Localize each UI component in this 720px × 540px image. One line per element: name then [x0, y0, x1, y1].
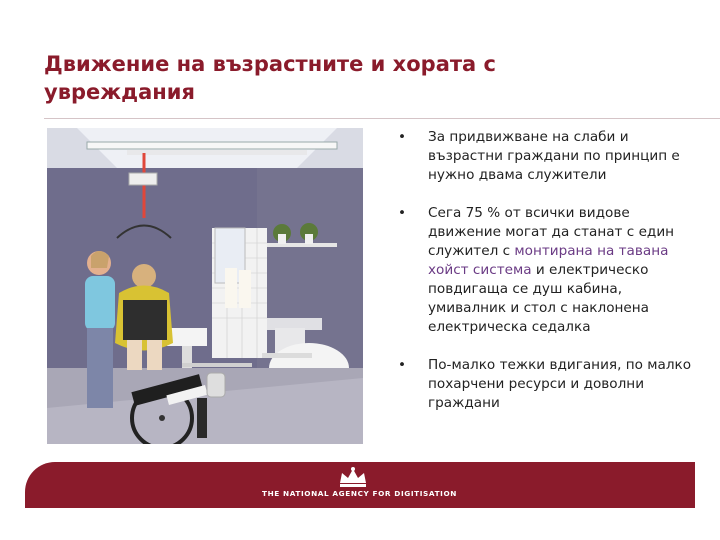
bullet-text: По-малко тежки вдигания, по малко похарчени ресурси и доволни граждани [428, 357, 692, 411]
bullet-text: За придвижване на слаби и възрастни граждани по принцип е нужно двама служители [428, 129, 680, 183]
bullet-item [396, 204, 696, 337]
hoist-system-link[interactable]: монтирана на тавана хойст система [428, 243, 669, 278]
bullet-marker: • [398, 357, 407, 373]
bullet-list [396, 128, 696, 432]
slide-title: Движение на възрастните и хората с увреждания [44, 52, 496, 104]
bullet-item [396, 356, 696, 413]
bullet-text-pre: Сега 75 % от всички видове движение могат да станат с един служител с [428, 205, 675, 259]
bathroom-illustration [47, 128, 363, 444]
title-divider [44, 118, 720, 119]
bathroom-photo [47, 128, 363, 444]
bullet-marker: • [398, 205, 407, 221]
agency-name: THE NATIONAL AGENCY FOR DIGITISATION [262, 489, 457, 498]
bullet-text-post: и електрическо повдигаща се душ кабина, умивалник и стол с наклонена електрическа седалка [428, 262, 649, 335]
bullet-marker: • [398, 129, 407, 145]
crown-icon [337, 466, 369, 488]
bullet-item [396, 128, 696, 185]
